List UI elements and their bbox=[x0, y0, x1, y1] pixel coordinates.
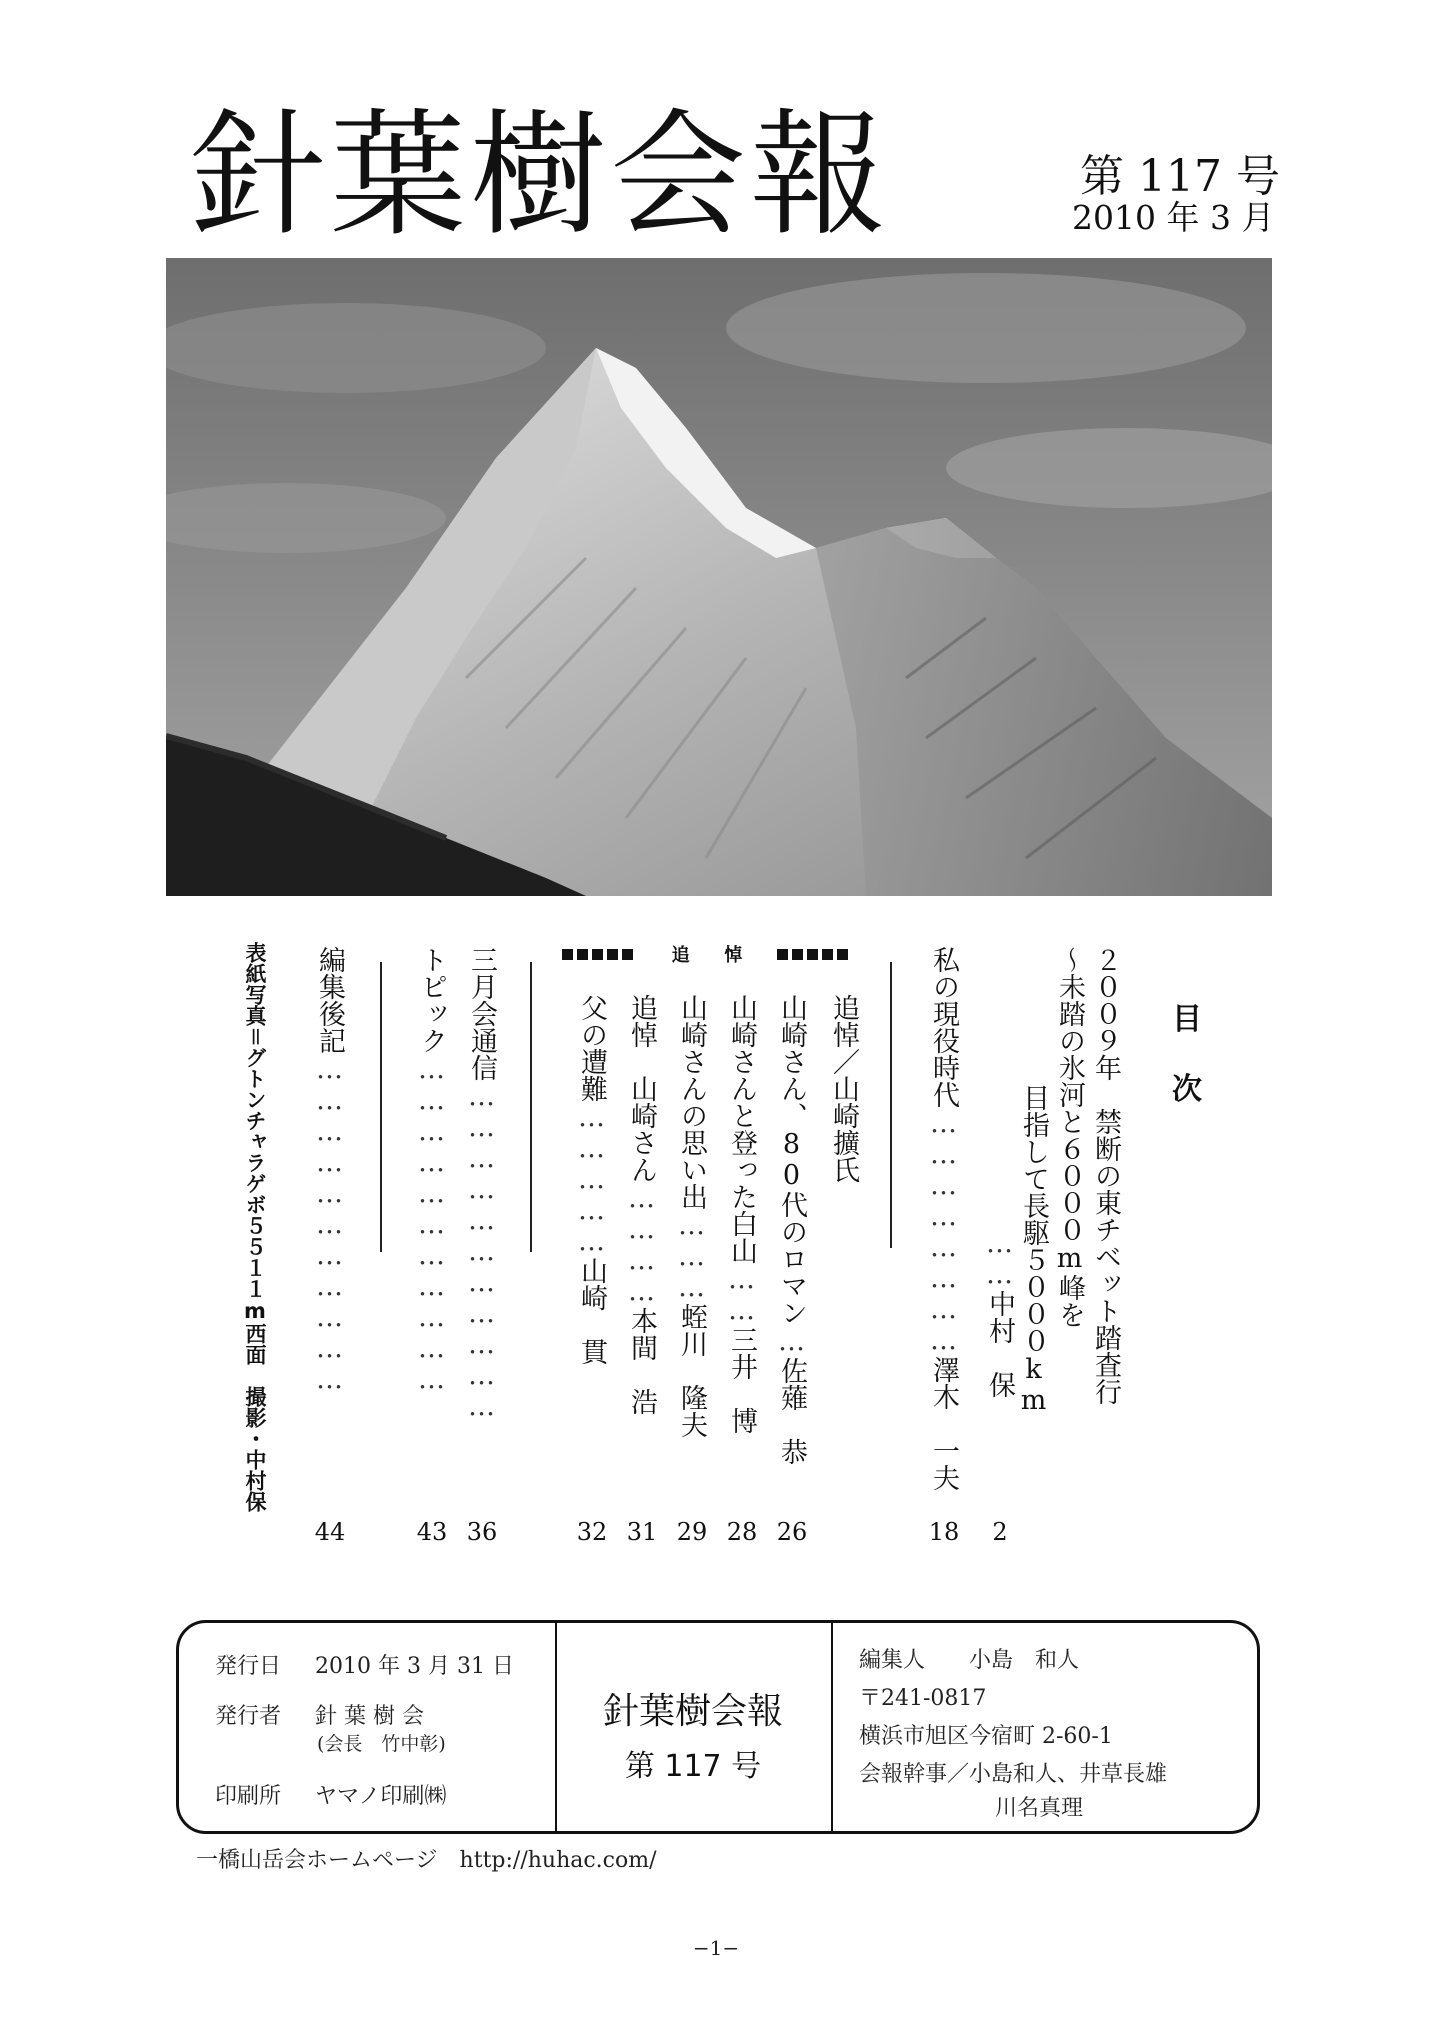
toc-entry-author: 本間 浩 bbox=[626, 1307, 657, 1415]
address: 横浜市旭区今宿町 2-60-1 bbox=[859, 1724, 1113, 1749]
toc-entry-page: 43 bbox=[416, 1518, 448, 1546]
toc-memorial-heading: 追悼／山崎擴氏 bbox=[828, 994, 859, 1183]
toc-entry-page: 2 bbox=[992, 1518, 1008, 1546]
toc-entry-title: 父の遭難……………山崎 貫 bbox=[576, 994, 607, 1365]
toc-entry-title: 編集後記…………………………… bbox=[314, 946, 345, 1395]
printer-name: ヤマノ印刷㈱ bbox=[315, 1784, 447, 1809]
toc-entry-page: 28 bbox=[726, 1518, 758, 1546]
toc-entry-title: 山崎さんの思い出………蛭川 隆夫 bbox=[676, 994, 707, 1438]
issue-number: 第 117 号 bbox=[1080, 151, 1280, 202]
toc-entry-author: 三井 博 bbox=[726, 1326, 757, 1434]
toc-entry-title: 私の現役時代……………………澤木 一夫 bbox=[928, 946, 959, 1491]
toc-entry-page: 32 bbox=[576, 1518, 608, 1546]
toc-entry-page: 44 bbox=[314, 1518, 346, 1546]
toc-entry-page: 36 bbox=[466, 1518, 498, 1546]
memorial-banner: 追 悼 bbox=[562, 942, 852, 966]
printer-label: 印刷所 bbox=[215, 1784, 282, 1809]
secretary-line-2: 川名真理 bbox=[995, 1796, 1084, 1821]
toc-divider-line bbox=[380, 962, 382, 1252]
published-date: 2010 年 3 月 31 日 bbox=[315, 1654, 514, 1679]
toc-heading-char-1: 目 bbox=[1172, 1002, 1202, 1037]
toc-divider-line bbox=[890, 962, 892, 1248]
toc-entry-leader: ……中村 保 bbox=[984, 1228, 1015, 1398]
postal-code: 〒241-0817 bbox=[859, 1686, 987, 1711]
publisher-note: (会長 竹中彰) bbox=[317, 1733, 446, 1755]
secretary-line: 会報幹事／小島和人、井草長雄 bbox=[859, 1762, 1168, 1787]
toc-entry-page: 29 bbox=[676, 1518, 708, 1546]
toc-entry-author: 澤木 一夫 bbox=[928, 1356, 959, 1491]
banner-squares-right bbox=[777, 944, 852, 965]
toc-entry-title: 追悼 山崎さん…………本間 浩 bbox=[626, 994, 657, 1415]
toc-entry-page: 31 bbox=[626, 1518, 658, 1546]
colophon-issue: 第 117 号 bbox=[624, 1749, 762, 1784]
editor-line: 編集人 小島 和人 bbox=[859, 1648, 1080, 1673]
toc-entry-page: 18 bbox=[928, 1518, 960, 1546]
toc-entry-title: 山崎さん、80代のロマン…佐薙 恭 bbox=[776, 994, 807, 1465]
toc-entry-title-line-3: 目指して長駆５０００km bbox=[1018, 1084, 1049, 1416]
toc-entry-title: 三月会通信…………………………… bbox=[466, 946, 497, 1422]
toc-entry-page: 26 bbox=[776, 1518, 808, 1546]
colophon-title: 針葉樹会報 bbox=[602, 1691, 783, 1732]
masthead-title: 針葉樹会報 bbox=[190, 97, 890, 255]
banner-squares-left bbox=[562, 944, 637, 965]
toc-entry-title-line-2: 〜未踏の氷河と６０００m峰を bbox=[1054, 946, 1085, 1328]
mountain-peak-photo-icon bbox=[166, 258, 1272, 896]
publisher-label: 発行者 bbox=[215, 1704, 282, 1729]
toc-entry-title: トピック…………………………… bbox=[416, 946, 447, 1395]
toc-entry-author: 蛭川 隆夫 bbox=[676, 1303, 707, 1438]
toc-divider-line bbox=[530, 962, 532, 1252]
published-label: 発行日 bbox=[215, 1654, 282, 1679]
page-number: −1− bbox=[692, 1936, 740, 1960]
issue-date: 2010 年 3 月 bbox=[1072, 198, 1275, 237]
toc-entry-title: 山崎さんと登った白山……三井 博 bbox=[726, 994, 757, 1434]
toc-entry-author: 山崎 貫 bbox=[576, 1257, 607, 1365]
toc-entry-title-line-1: ２００９年 禁断の東チベット踏査行 bbox=[1090, 946, 1121, 1405]
toc-entry-author: 佐薙 恭 bbox=[776, 1357, 807, 1465]
toc-heading-char-2: 次 bbox=[1172, 1072, 1202, 1107]
homepage-link[interactable]: 一橋山岳会ホームページ http://huhac.com/ bbox=[196, 1848, 657, 1873]
colophon-box bbox=[176, 1620, 1260, 1834]
toc-entry-author: 中村 保 bbox=[984, 1290, 1015, 1398]
colophon-divider bbox=[831, 1623, 833, 1831]
cover-caption: 表紙写真＝グトンチャラゲボ５５１１m西面 撮影・中村保 bbox=[243, 942, 267, 1512]
cover-photo bbox=[166, 258, 1272, 896]
publisher-name: 針 葉 樹 会 bbox=[315, 1704, 424, 1729]
